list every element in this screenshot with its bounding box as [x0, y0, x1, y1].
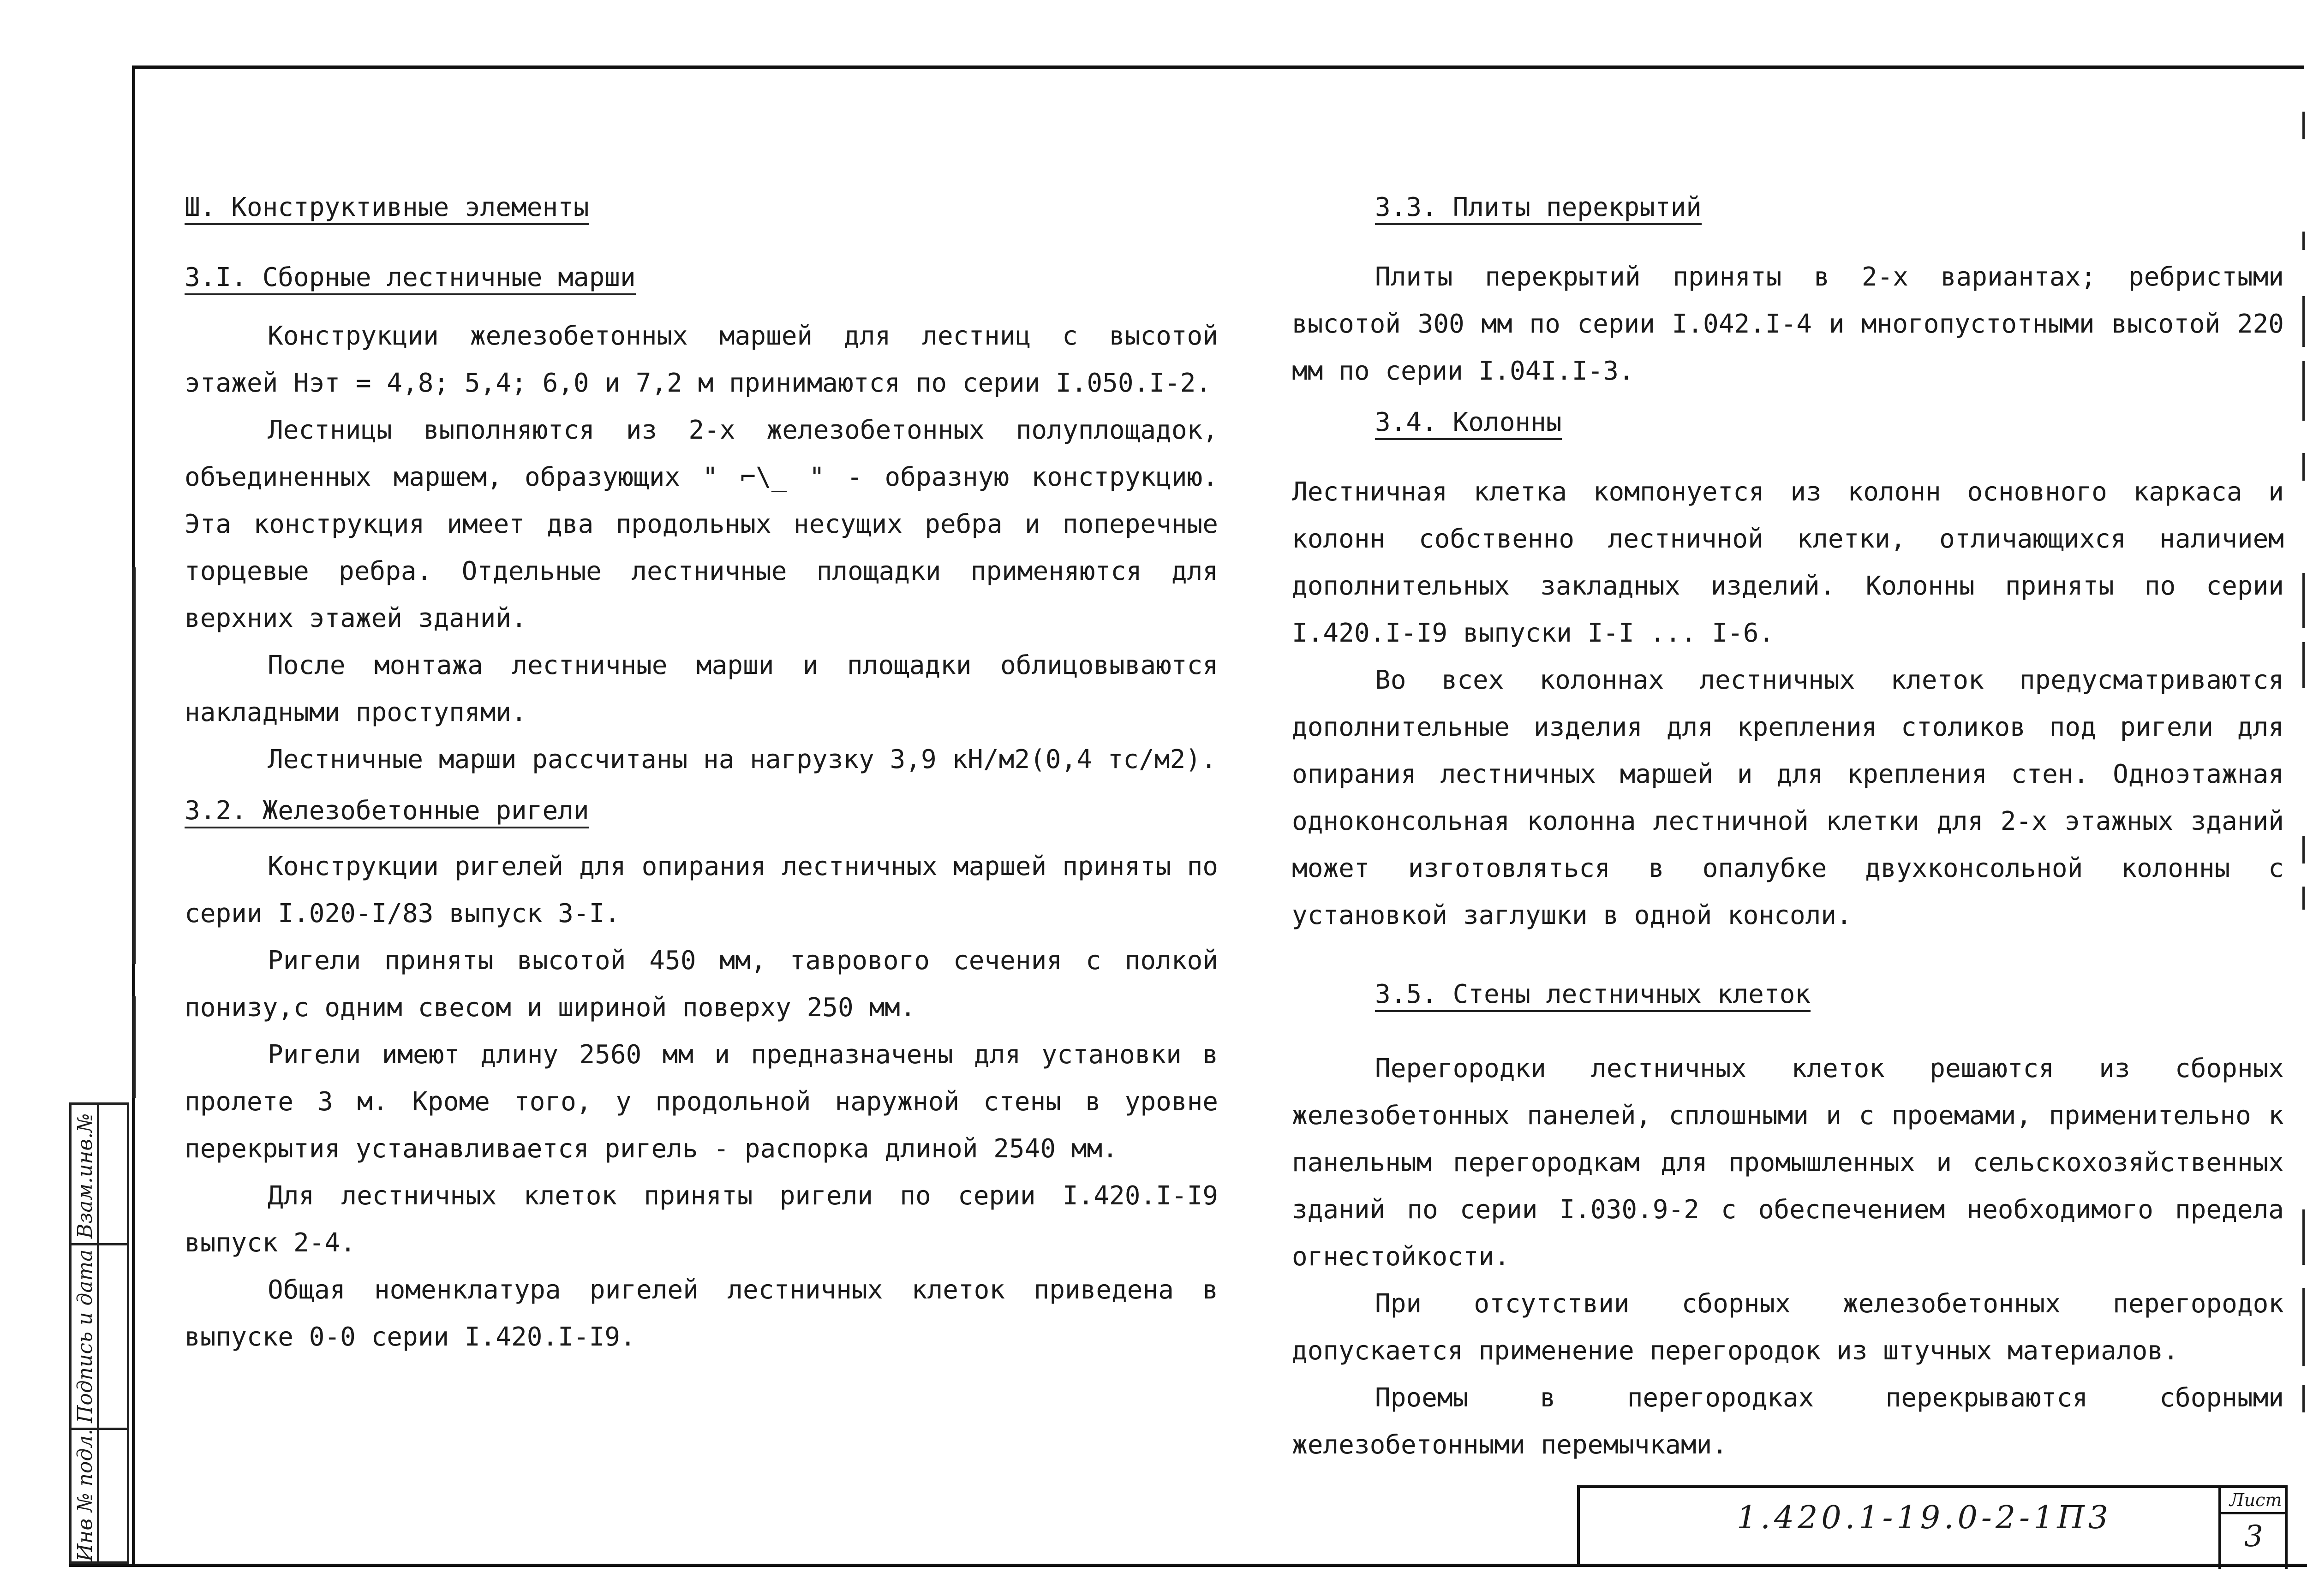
sheet-cell [2218, 1485, 2288, 1569]
stamp-sign-date: Подпись и дата [73, 1249, 97, 1423]
approval-stamp [69, 1102, 129, 1564]
paragraph: Плиты перекрытий приняты в 2-х вариантах; ребристыми высотой 300 мм по серии I.042.I-4 и многопустотными высотой 220 мм по серии I.04I.I-3. [1292, 262, 2284, 386]
right-column [1292, 185, 2284, 1469]
paragraph: Перегородки лестничных клеток решаются из сборных железобетонных панелей, сплошными и с проемами, применительно к панельным перегородкам для промышленных и сельскохозяйственных зданий по серии I.030.9-2 с обеспечением необходимого предела огнестойкости. [1292, 1054, 2284, 1272]
paragraph: Лестничные марши рассчитаны на нагрузку 3,9 кН/м2(0,4 тс/м2). [268, 744, 1217, 774]
stamp-inv-replace: Взам.инв.№ [73, 1113, 97, 1239]
heading-3-3: 3.3. Плиты перекрытий [1292, 185, 2284, 231]
document-code: 1.420.1-19.0-2-1П3 [1737, 1500, 2112, 1536]
stamp-inv-orig: Инв № подл. [73, 1429, 97, 1561]
paragraph: Ригели приняты высотой 450 мм, таврового сечения с полкой понизу,с одним свесом и шириной поверху 250 мм. [185, 946, 1218, 1023]
sheet-number: 3 [2244, 1519, 2263, 1554]
paragraph: Ригели имеют длину 2560 мм и предназначены для установки в пролете 3 м. Кроме того, у продольной наружной стены в уровне перекрытия устанавливается ригель - распорка длиной 2540 мм. [185, 1040, 1218, 1164]
heading-3-4: 3.4. Колонны [1292, 399, 2284, 446]
sheet-label: Лист [2229, 1490, 2282, 1510]
paragraph: Конструкции ригелей для опирания лестничных маршей приняты по серии I.020-I/83 выпуск 3-I. [185, 852, 1218, 929]
paragraph: Для лестничных клеток приняты ригели по серии I.420.I-I9 выпуск 2-4. [185, 1181, 1218, 1258]
paragraph: Конструкции железобетонных маршей для лестниц с высотой этажей Нэт = 4,8; 5,4; 6,0 и 7,2 м принимаются по серии I.050.I-2. [185, 321, 1218, 398]
paragraph: Лестничная клетка компонуется из колонн основного каркаса и колонн собственно лестничной клетки, отличающихся наличием дополнительных закладных изделий. Колонны приняты по серии I.420.I-I9 выпуски I-I ... I-6. [1292, 477, 2284, 648]
heading-3-2: 3.2. Железобетонные ригели [185, 788, 1218, 834]
title-block [1577, 1485, 2288, 1566]
paragraph: Проемы в перегородках перекрываются сборными железобетонными перемычками. [1292, 1383, 2284, 1460]
paragraph: При отсутствии сборных железобетонных перегородок допускается применение перегородок из штучных материалов. [1292, 1289, 2284, 1366]
paragraph: Лестницы выполняются из 2-х железобетонных полуплощадок, объединенных маршем, образующих " ⌐\_ " - образную конструкцию. Эта конструкция имеет два продольных несущих ребра и поперечные торцевые ребра. Отдельные лестничные площадки применяются для верхних этажей зданий. [185, 415, 1218, 633]
heading-3-1: 3.I. Сборные лестничные марши [185, 255, 1218, 301]
section-title: Ш. Конструктивные элементы [185, 185, 1218, 231]
paragraph: Во всех колоннах лестничных клеток предусматриваются дополнительные изделия для крепления столиков под ригели для опирания лестничных маршей и для крепления стен. Одноэтажная одноконсольная колонна лестничной клетки для 2-х этажных зданий может изготовляться в опалубке двухконсольной колонны с установкой заглушки в одной консоли. [1292, 665, 2284, 930]
paragraph: После монтажа лестничные марши и площадки облицовываются накладными проступями. [185, 650, 1218, 727]
left-column [185, 185, 1218, 1361]
paragraph: Общая номенклатура ригелей лестничных клеток приведена в выпуске 0-0 серии I.420.I-I9. [185, 1275, 1218, 1352]
frame-top-border [132, 66, 2304, 69]
heading-3-5: 3.5. Стены лестничных клеток [1292, 971, 2284, 1018]
